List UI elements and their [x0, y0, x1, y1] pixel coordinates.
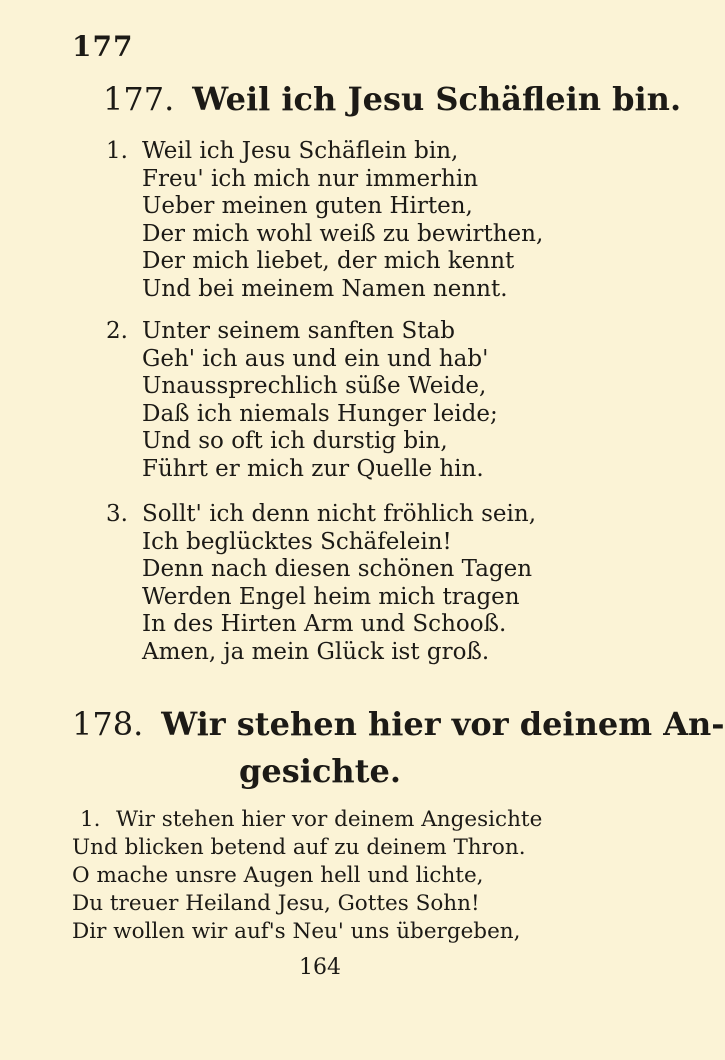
stanza-number: 1.	[80, 807, 101, 832]
stanza-line	[72, 806, 542, 834]
stanza-line: Du treuer Heiland Jesu, Gottes Sohn!	[72, 891, 480, 916]
stanza-line	[106, 318, 498, 346]
stanza-line: Werden Engel heim mich tragen	[142, 583, 520, 610]
stanza-line: Und bei meinem Namen nennt.	[142, 275, 508, 302]
stanza-line: Der mich liebet, der mich kennt	[142, 248, 515, 274]
hymn-177-stanza-3	[106, 501, 536, 666]
stanza-line: Freu' ich mich nur immerhin	[142, 165, 479, 192]
hymn-number: 177.	[103, 80, 175, 118]
hymn-177-title	[103, 80, 681, 118]
hymn-178-title	[72, 705, 725, 743]
stanza-line-text: Weil ich Jesu Schäflein bin,	[142, 138, 459, 164]
stanza-line: Dir wollen wir auf's Neu' uns übergeben,	[72, 919, 521, 944]
stanza-line: Daß ich niemals Hunger leide;	[142, 400, 498, 427]
stanza-line: Und blicken betend auf zu deinem Thron.	[72, 835, 526, 860]
stanza-number: 3.	[106, 501, 128, 527]
stanza-line-text: Sollt' ich denn nicht fröhlich sein,	[142, 501, 537, 527]
hymn-number: 178.	[72, 705, 144, 743]
page-header-number: 177	[72, 30, 134, 63]
stanza-line	[106, 138, 543, 166]
page-footer-number: 164	[299, 955, 341, 980]
stanza-number: 2.	[106, 318, 128, 344]
hymn-177-stanza-1	[106, 138, 543, 303]
hymn-178-title-continued: gesichte.	[239, 752, 401, 790]
stanza-line: Unaussprechlich süße Weide,	[142, 373, 487, 399]
stanza-line-text: Wir stehen hier vor deinem Angesichte	[116, 807, 543, 832]
stanza-line: Ich beglücktes Schäfelein!	[142, 528, 452, 555]
stanza-line: Amen, ja mein Glück ist groß.	[142, 638, 490, 665]
stanza-line: Ueber meinen guten Hirten,	[142, 193, 473, 219]
stanza-line: Und so oft ich durstig bin,	[142, 428, 448, 454]
stanza-line: Der mich wohl weiß zu bewirthen,	[142, 220, 544, 247]
stanza-line	[106, 501, 536, 529]
stanza-line: In des Hirten Arm und Schooß.	[142, 611, 507, 637]
stanza-number: 1.	[106, 138, 128, 164]
hymn-178-stanza-1	[72, 806, 542, 946]
hymn-177-stanza-2	[106, 318, 498, 483]
hymn-title-text: Wir stehen hier vor deinem An-	[161, 705, 725, 743]
hymn-title-text: Weil ich Jesu Schäflein bin.	[192, 80, 682, 118]
stanza-line: Geh' ich aus und ein und hab'	[142, 345, 489, 372]
stanza-line: Führt er mich zur Quelle hin.	[142, 455, 484, 482]
stanza-line: O mache unsre Augen hell und lichte,	[72, 863, 484, 888]
stanza-line-text: Unter seinem sanften Stab	[142, 318, 455, 344]
stanza-line: Denn nach diesen schönen Tagen	[142, 556, 533, 582]
